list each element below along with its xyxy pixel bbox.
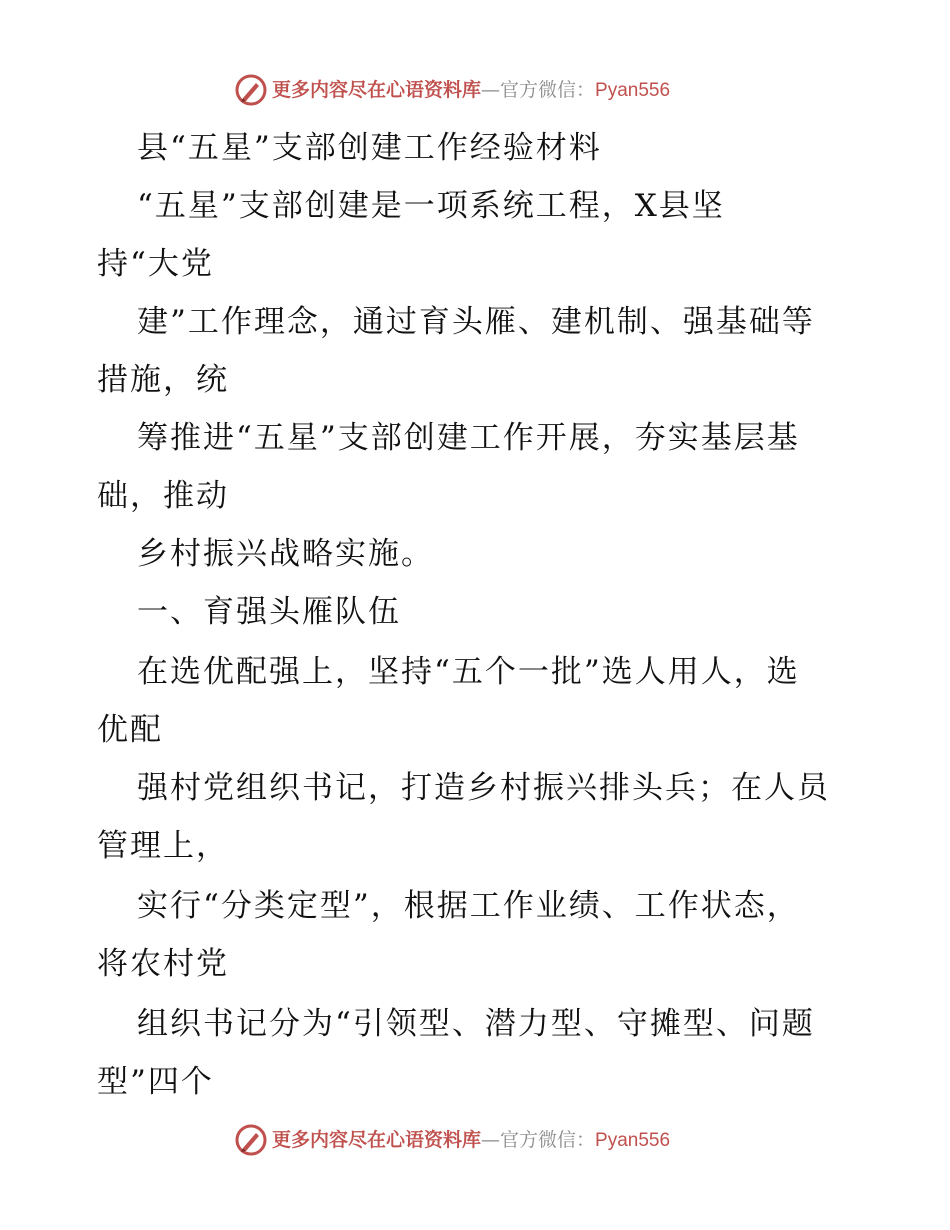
doc-line: 措施，统 [97, 362, 229, 398]
doc-line: 持“大党 [97, 246, 214, 282]
banner-dash: —官方微信： [481, 1129, 596, 1151]
doc-line: 础，推动 [97, 478, 229, 514]
doc-line: 在选优配强上，坚持“五个一批”选人用人，选 [137, 654, 800, 690]
banner-brand: 更多内容尽在心语资料库 [272, 79, 482, 101]
banner-wechat-id: Pyan556 [595, 1130, 671, 1151]
doc-line: 管理上， [97, 828, 229, 864]
doc-line: “五星”支部创建是一项系统工程，X县坚 [137, 188, 725, 224]
pen-in-circle-icon [234, 1123, 268, 1157]
doc-line: 型”四个 [97, 1064, 214, 1100]
banner-dash: —官方微信： [481, 79, 596, 101]
doc-line: 组织书记分为“引领型、潜力型、守摊型、问题 [137, 1006, 815, 1042]
banner-text [272, 1128, 670, 1153]
doc-line: 筹推进“五星”支部创建工作开展，夯实基层基 [137, 420, 800, 456]
banner-brand: 更多内容尽在心语资料库 [272, 1129, 482, 1151]
doc-line: 实行“分类定型”，根据工作业绩、工作状态， [137, 888, 800, 924]
banner-wechat-id: Pyan556 [595, 80, 671, 101]
pen-in-circle-icon [234, 73, 268, 107]
banner-text [272, 78, 670, 103]
footer-banner [0, 1120, 950, 1160]
section-heading: 一、育强头雁队伍 [137, 594, 401, 630]
header-banner [0, 70, 950, 110]
doc-title: 县“五星”支部创建工作经验材料 [137, 130, 602, 166]
doc-line: 建”工作理念，通过育头雁、建机制、强基础等 [137, 304, 815, 340]
doc-line: 优配 [97, 712, 163, 748]
doc-line: 强村党组织书记，打造乡村振兴排头兵；在人员 [137, 770, 830, 806]
doc-line: 将农村党 [97, 946, 229, 982]
doc-line: 乡村振兴战略实施。 [137, 536, 434, 572]
